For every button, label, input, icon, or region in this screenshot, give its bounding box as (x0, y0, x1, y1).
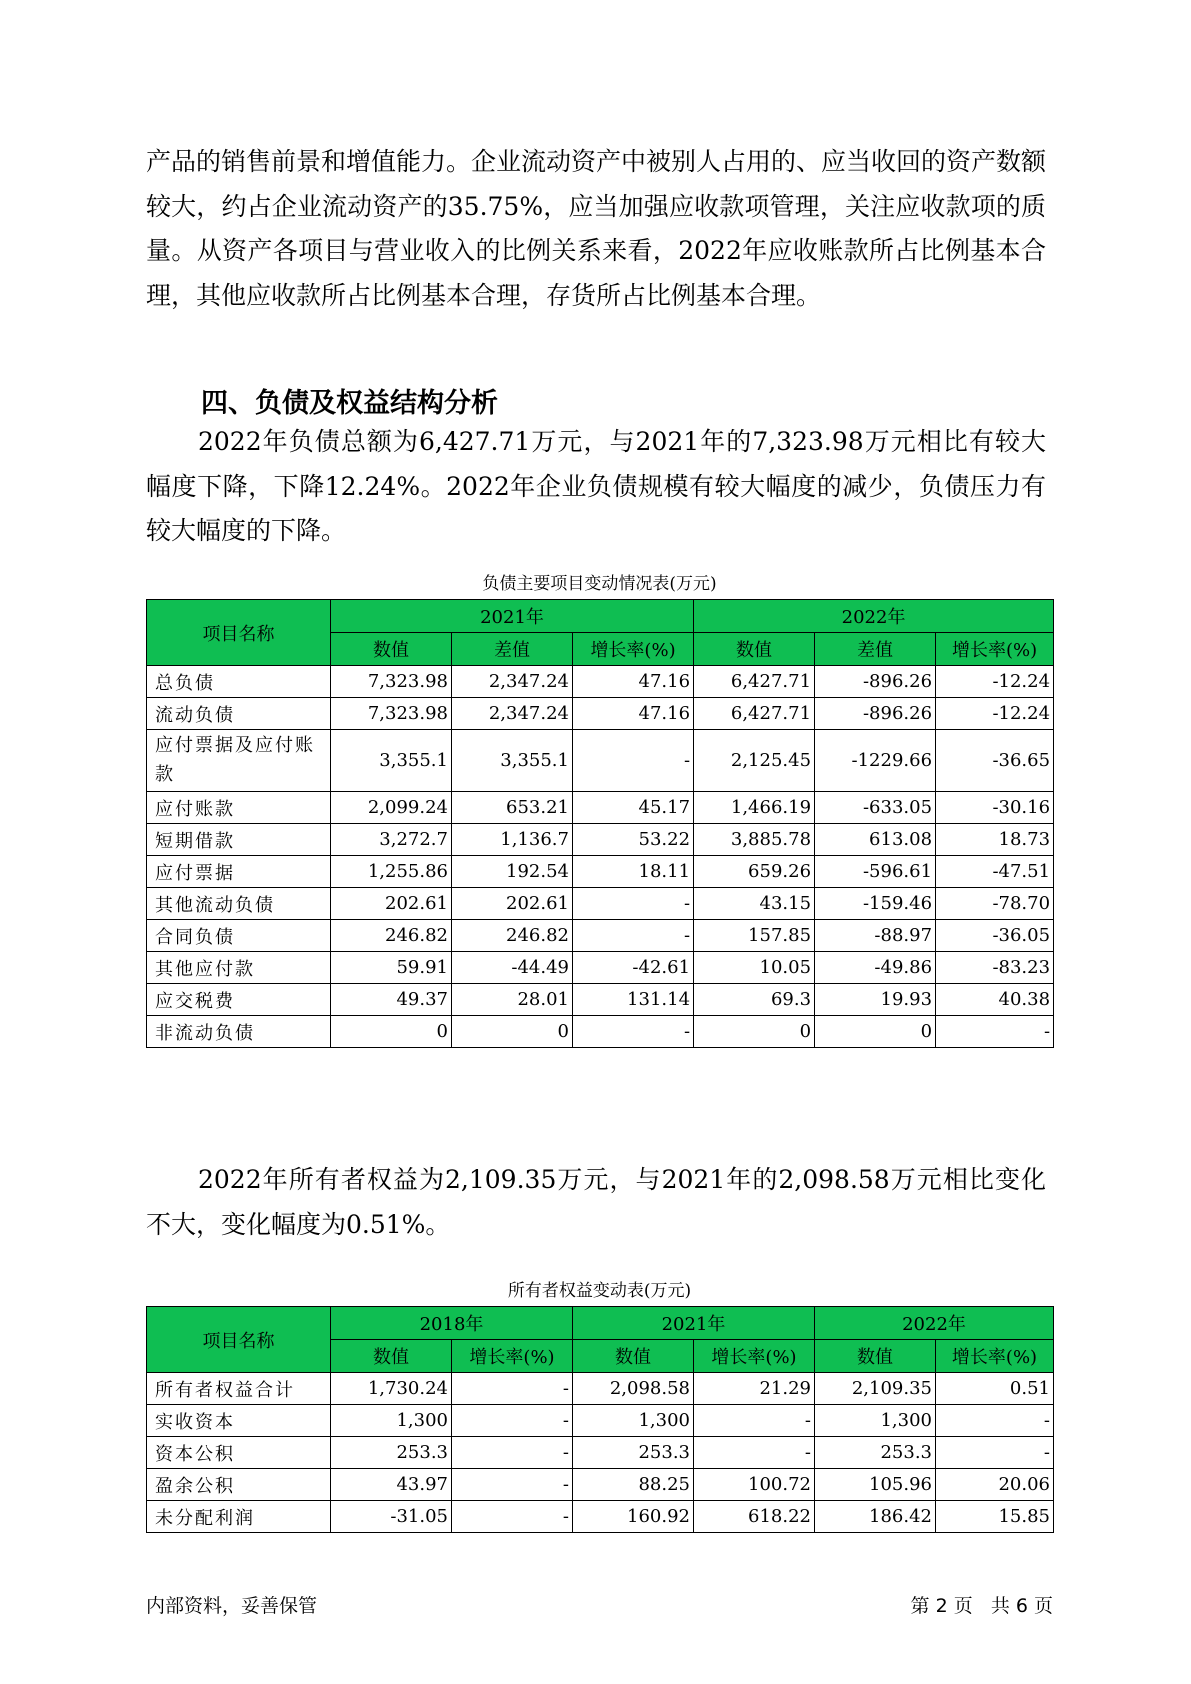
row-label: 盈余公积 (147, 1469, 331, 1501)
cell-rate: - (573, 888, 694, 920)
footer-page-number: 第 2 页 共 6 页 (910, 1595, 1053, 1617)
cell-value: 2,109.35 (815, 1373, 936, 1405)
footer-confidential-note: 内部资料，妥善保管 (146, 1595, 318, 1617)
header-rate: 增长率(%) (936, 633, 1054, 666)
cell-value: 10.05 (694, 952, 815, 984)
cell-value: 2,099.24 (331, 792, 452, 824)
cell-rate: 618.22 (694, 1501, 815, 1533)
cell-diff: 613.08 (815, 824, 936, 856)
cell-value: 0 (694, 1016, 815, 1048)
cell-diff: 3,355.1 (452, 730, 573, 792)
cell-diff: -633.05 (815, 792, 936, 824)
row-label: 其他流动负债 (147, 888, 331, 920)
cell-rate: - (452, 1469, 573, 1501)
table-row (147, 888, 1054, 920)
header-value: 数值 (815, 1340, 936, 1373)
cell-rate: -83.23 (936, 952, 1054, 984)
cell-rate: -12.24 (936, 698, 1054, 730)
cell-rate: 100.72 (694, 1469, 815, 1501)
cell-value: 43.97 (331, 1469, 452, 1501)
table-row (147, 952, 1054, 984)
cell-value: 2,125.45 (694, 730, 815, 792)
cell-value: 253.3 (331, 1437, 452, 1469)
cell-rate: 45.17 (573, 792, 694, 824)
cell-value: 69.3 (694, 984, 815, 1016)
row-label: 应付票据 (147, 856, 331, 888)
row-label: 流动负债 (147, 698, 331, 730)
cell-diff: -896.26 (815, 666, 936, 698)
cell-value: 49.37 (331, 984, 452, 1016)
section-heading: 四、负债及权益结构分析 (201, 388, 498, 419)
row-label: 资本公积 (147, 1437, 331, 1469)
cell-rate: - (573, 730, 694, 792)
cell-diff: 28.01 (452, 984, 573, 1016)
table-row (147, 1016, 1054, 1048)
table-row (147, 1437, 1054, 1469)
header-rate: 增长率(%) (452, 1340, 573, 1373)
table-row (147, 1501, 1054, 1533)
table-row (147, 920, 1054, 952)
table-row (147, 666, 1054, 698)
row-label: 非流动负债 (147, 1016, 331, 1048)
cell-rate: 18.73 (936, 824, 1054, 856)
cell-rate: - (936, 1405, 1054, 1437)
row-label: 应交税费 (147, 984, 331, 1016)
row-label: 短期借款 (147, 824, 331, 856)
paragraph-equity-summary: 2022年所有者权益为2,109.35万元，与2021年的2,098.58万元相比变化不大，变化幅度为0.51%。 (146, 1165, 1046, 1239)
header-diff: 差值 (815, 633, 936, 666)
liability-table (146, 599, 1054, 1048)
cell-value: 7,323.98 (331, 698, 452, 730)
header-item-name: 项目名称 (147, 600, 331, 666)
row-label: 未分配利润 (147, 1501, 331, 1533)
row-label: 应付票据及应付账款 (147, 730, 331, 792)
cell-rate: -12.24 (936, 666, 1054, 698)
cell-rate: -36.05 (936, 920, 1054, 952)
cell-rate: 18.11 (573, 856, 694, 888)
cell-value: 43.15 (694, 888, 815, 920)
cell-diff: 1,136.7 (452, 824, 573, 856)
cell-rate: - (694, 1405, 815, 1437)
cell-value: 3,885.78 (694, 824, 815, 856)
header-item-name: 项目名称 (147, 1307, 331, 1373)
cell-value: 105.96 (815, 1469, 936, 1501)
cell-diff: 192.54 (452, 856, 573, 888)
cell-value: 1,300 (573, 1405, 694, 1437)
row-label: 总负债 (147, 666, 331, 698)
liability-table-caption: 负债主要项目变动情况表(万元) (482, 574, 717, 594)
cell-diff: 0 (452, 1016, 573, 1048)
cell-diff: 0 (815, 1016, 936, 1048)
header-value: 数值 (694, 633, 815, 666)
cell-value: 3,272.7 (331, 824, 452, 856)
row-label: 其他应付款 (147, 952, 331, 984)
cell-value: -31.05 (331, 1501, 452, 1533)
table-row (147, 856, 1054, 888)
table-row (147, 792, 1054, 824)
table-row (147, 1373, 1054, 1405)
cell-diff: 19.93 (815, 984, 936, 1016)
cell-value: 160.92 (573, 1501, 694, 1533)
cell-rate: - (936, 1016, 1054, 1048)
header-diff: 差值 (452, 633, 573, 666)
cell-rate: 47.16 (573, 698, 694, 730)
cell-rate: - (452, 1437, 573, 1469)
table-row (147, 698, 1054, 730)
cell-rate: -30.16 (936, 792, 1054, 824)
paragraph-asset-analysis: 产品的销售前景和增值能力。企业流动资产中被别人占用的、应当收回的资产数额较大，约占企业流动资产的35.75%，应当加强应收款项管理，关注应收款项的质量。从资产各项目与营业收入的比例关系来看，2022年应收账款所占比例基本合理，其他应收款所占比例基本合理，存货所占比例基本合理。 (146, 147, 1047, 310)
cell-rate: -78.70 (936, 888, 1054, 920)
cell-diff: 653.21 (452, 792, 573, 824)
header-year-2021: 2021年 (331, 600, 694, 633)
cell-value: 253.3 (815, 1437, 936, 1469)
cell-diff: -896.26 (815, 698, 936, 730)
cell-rate: 0.51 (936, 1373, 1054, 1405)
cell-diff: -1229.66 (815, 730, 936, 792)
cell-diff: 2,347.24 (452, 666, 573, 698)
cell-value: 659.26 (694, 856, 815, 888)
cell-rate: -42.61 (573, 952, 694, 984)
header-year-2022: 2022年 (694, 600, 1054, 633)
cell-diff: 202.61 (452, 888, 573, 920)
header-rate: 增长率(%) (694, 1340, 815, 1373)
cell-rate: 15.85 (936, 1501, 1054, 1533)
row-label: 合同负债 (147, 920, 331, 952)
row-label: 应付账款 (147, 792, 331, 824)
cell-diff: -159.46 (815, 888, 936, 920)
cell-value: 7,323.98 (331, 666, 452, 698)
cell-rate: - (452, 1501, 573, 1533)
header-value: 数值 (331, 1340, 452, 1373)
cell-rate: 131.14 (573, 984, 694, 1016)
cell-value: 59.91 (331, 952, 452, 984)
cell-value: 1,730.24 (331, 1373, 452, 1405)
cell-rate: -47.51 (936, 856, 1054, 888)
table-row (147, 730, 1054, 792)
paragraph-liability-summary: 2022年负债总额为6,427.71万元，与2021年的7,323.98万元相比有较大幅度下降，下降12.24%。2022年企业负债规模有较大幅度的减少，负债压力有较大幅度的下降。 (146, 427, 1046, 545)
cell-value: 202.61 (331, 888, 452, 920)
cell-value: 6,427.71 (694, 698, 815, 730)
cell-diff: 2,347.24 (452, 698, 573, 730)
cell-diff: 246.82 (452, 920, 573, 952)
header-rate: 增长率(%) (936, 1340, 1054, 1373)
cell-value: 1,300 (815, 1405, 936, 1437)
cell-rate: - (573, 1016, 694, 1048)
cell-value: 186.42 (815, 1501, 936, 1533)
cell-value: 6,427.71 (694, 666, 815, 698)
cell-diff: -596.61 (815, 856, 936, 888)
cell-diff: -88.97 (815, 920, 936, 952)
cell-value: 2,098.58 (573, 1373, 694, 1405)
table-row (147, 1405, 1054, 1437)
cell-value: 0 (331, 1016, 452, 1048)
table-row (147, 824, 1054, 856)
row-label: 实收资本 (147, 1405, 331, 1437)
header-rate: 增长率(%) (573, 633, 694, 666)
cell-diff: -44.49 (452, 952, 573, 984)
cell-value: 88.25 (573, 1469, 694, 1501)
cell-rate: - (936, 1437, 1054, 1469)
cell-value: 253.3 (573, 1437, 694, 1469)
header-year-2022: 2022年 (815, 1307, 1054, 1340)
cell-rate: - (694, 1437, 815, 1469)
cell-rate: - (452, 1373, 573, 1405)
cell-rate: 21.29 (694, 1373, 815, 1405)
cell-rate: 53.22 (573, 824, 694, 856)
cell-rate: 47.16 (573, 666, 694, 698)
equity-table-caption: 所有者权益变动表(万元) (507, 1281, 692, 1301)
equity-table (146, 1306, 1054, 1533)
cell-value: 246.82 (331, 920, 452, 952)
cell-value: 3,355.1 (331, 730, 452, 792)
cell-rate: 20.06 (936, 1469, 1054, 1501)
table-row (147, 984, 1054, 1016)
cell-value: 1,255.86 (331, 856, 452, 888)
header-year-2021: 2021年 (573, 1307, 815, 1340)
header-value: 数值 (573, 1340, 694, 1373)
cell-diff: -49.86 (815, 952, 936, 984)
header-value: 数值 (331, 633, 452, 666)
table-row (147, 1469, 1054, 1501)
cell-value: 157.85 (694, 920, 815, 952)
cell-value: 1,300 (331, 1405, 452, 1437)
cell-value: 1,466.19 (694, 792, 815, 824)
cell-rate: - (573, 920, 694, 952)
row-label: 所有者权益合计 (147, 1373, 331, 1405)
cell-rate: -36.65 (936, 730, 1054, 792)
header-year-2018: 2018年 (331, 1307, 573, 1340)
cell-rate: 40.38 (936, 984, 1054, 1016)
cell-rate: - (452, 1405, 573, 1437)
